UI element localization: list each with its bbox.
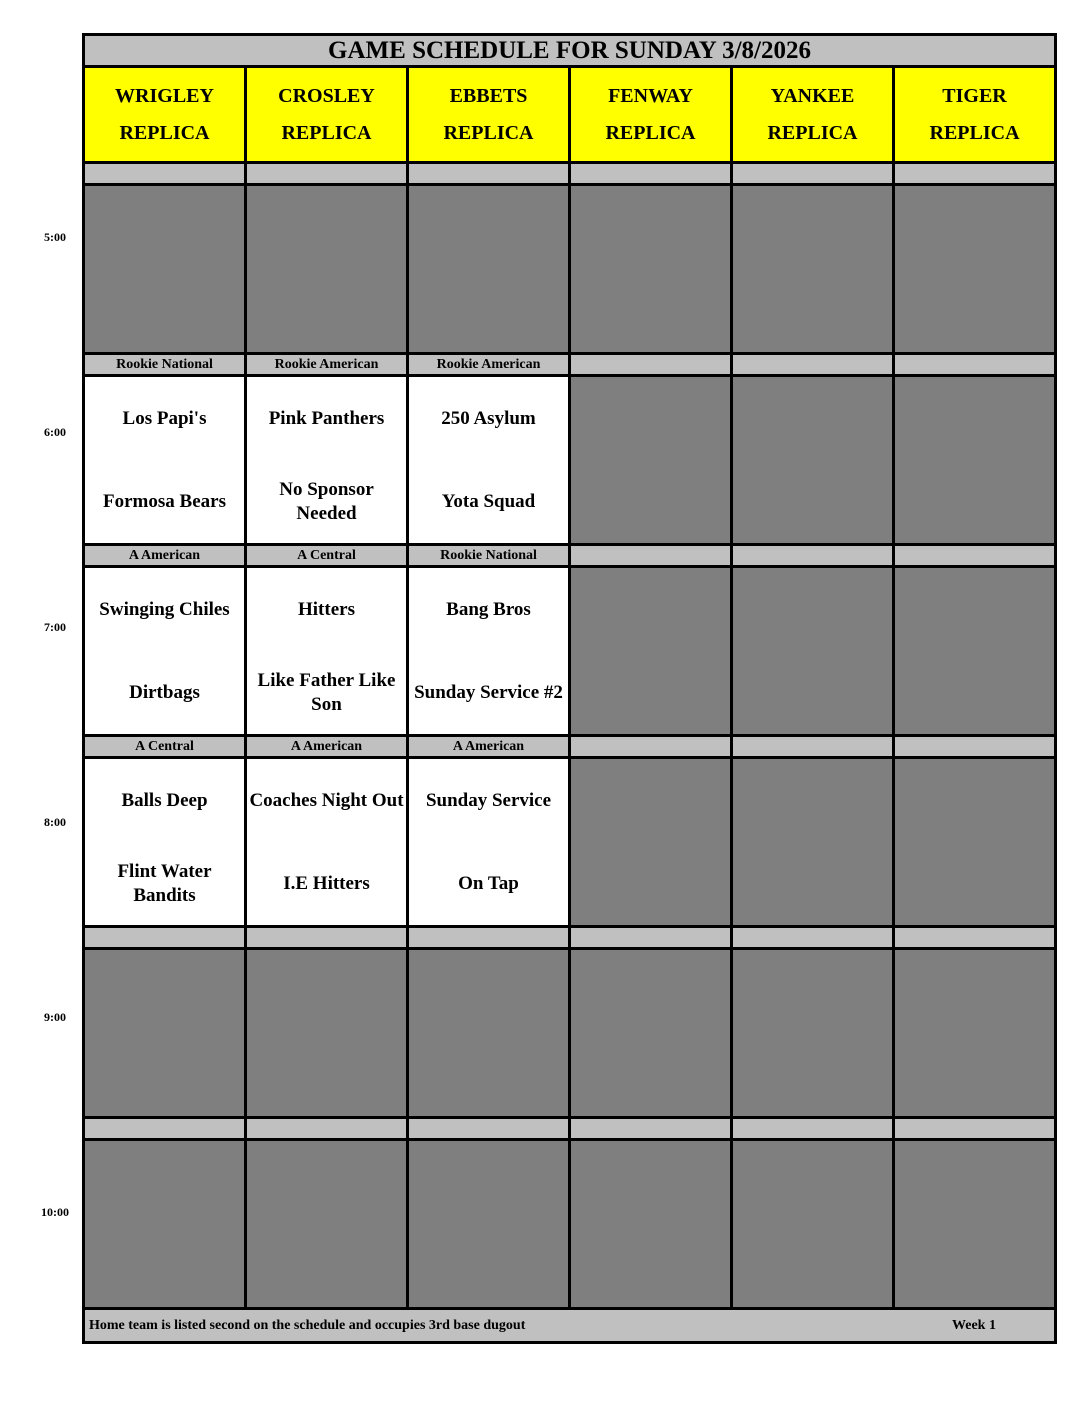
empty-slot: [894, 567, 1056, 736]
division-label: [246, 1118, 408, 1140]
division-row: [84, 354, 1056, 376]
field-name: WRIGLEY: [115, 84, 214, 107]
time-slot-row: [84, 185, 1056, 354]
empty-slot: [732, 185, 894, 354]
time-label: 7:00: [44, 620, 66, 634]
schedule-footer: [84, 1309, 1056, 1343]
empty-slot: [84, 1140, 246, 1309]
division-label: [570, 927, 732, 949]
empty-slot: [570, 949, 732, 1118]
division-label: [894, 736, 1056, 758]
empty-slot: [570, 376, 732, 545]
division-label: [84, 927, 246, 949]
division-label: [732, 163, 894, 185]
time-label: 10:00: [41, 1205, 69, 1219]
home-team: No Sponsor Needed: [279, 478, 374, 524]
empty-slot: [570, 185, 732, 354]
schedule-table: [82, 33, 1057, 1344]
division-label: [84, 163, 246, 185]
time-slot-row: [84, 758, 1056, 927]
division-label: [570, 545, 732, 567]
division-label: [246, 927, 408, 949]
field-name: YANKEE: [770, 84, 855, 107]
division-label: [84, 1118, 246, 1140]
division-label: [570, 354, 732, 376]
empty-slot: [732, 1140, 894, 1309]
field-name: FENWAY: [608, 84, 693, 107]
away-team: Coaches Night Out: [249, 789, 404, 811]
away-team: Los Papi's: [122, 407, 207, 429]
game-cell: [246, 758, 408, 927]
empty-slot: [732, 567, 894, 736]
division-label: [894, 545, 1056, 567]
game-cell: [84, 376, 246, 545]
division-row: [84, 927, 1056, 949]
home-team: Dirtbags: [129, 681, 200, 703]
division-label: [408, 163, 570, 185]
time-slot-row: [84, 376, 1056, 545]
field-header-ebbets: [408, 67, 570, 163]
field-name: CROSLEY: [278, 84, 375, 107]
division-label: [570, 1118, 732, 1140]
away-team: Swinging Chiles: [99, 598, 230, 620]
division-label: A American: [408, 736, 570, 758]
division-label: [894, 1118, 1056, 1140]
away-team: 250 Asylum: [441, 407, 536, 429]
field-header-crosley: [246, 67, 408, 163]
division-label: [894, 163, 1056, 185]
empty-slot: [570, 758, 732, 927]
empty-slot: [246, 1140, 408, 1309]
time-slot-row: [84, 949, 1056, 1118]
game-cell: [408, 758, 570, 927]
home-team: Like Father Like Son: [257, 669, 396, 715]
time-label: 5:00: [44, 230, 66, 244]
home-team: On Tap: [458, 872, 519, 894]
field-header-tiger: [894, 67, 1056, 163]
division-row: [84, 163, 1056, 185]
division-label: [408, 1118, 570, 1140]
division-label: [732, 545, 894, 567]
field-subtitle: REPLICA: [767, 121, 858, 144]
home-team-note: Home team is listed second on the schedule and occupies 3rd base dugout: [89, 1318, 526, 1333]
away-team: Pink Panthers: [268, 407, 385, 429]
empty-slot: [84, 185, 246, 354]
division-label: [732, 1118, 894, 1140]
division-row: [84, 736, 1056, 758]
away-team: Hitters: [298, 598, 355, 620]
home-team: Sunday Service #2: [414, 681, 563, 703]
empty-slot: [408, 949, 570, 1118]
empty-slot: [408, 1140, 570, 1309]
empty-slot: [246, 949, 408, 1118]
home-team: I.E Hitters: [283, 872, 370, 894]
division-label: [570, 736, 732, 758]
home-team: Flint Water Bandits: [117, 860, 212, 906]
empty-slot: [84, 949, 246, 1118]
division-label: Rookie National: [408, 545, 570, 567]
away-team: Balls Deep: [121, 789, 208, 811]
empty-slot: [732, 376, 894, 545]
empty-slot: [894, 376, 1056, 545]
field-header-wrigley: [84, 67, 246, 163]
empty-slot: [894, 758, 1056, 927]
time-slot-row: [84, 1140, 1056, 1309]
week-label: Week 1: [952, 1318, 996, 1333]
division-label: [732, 927, 894, 949]
home-team: Formosa Bears: [103, 490, 226, 512]
field-header-yankee: [732, 67, 894, 163]
division-label: [570, 163, 732, 185]
schedule-title: GAME SCHEDULE FOR SUNDAY 3/8/2026: [84, 35, 1056, 67]
field-subtitle: REPLICA: [119, 121, 210, 144]
field-subtitle: REPLICA: [443, 121, 534, 144]
empty-slot: [732, 758, 894, 927]
division-label: A American: [246, 736, 408, 758]
division-label: Rookie American: [408, 354, 570, 376]
game-cell: [408, 567, 570, 736]
field-subtitle: REPLICA: [605, 121, 696, 144]
empty-slot: [408, 185, 570, 354]
empty-slot: [570, 1140, 732, 1309]
game-cell: [84, 567, 246, 736]
time-label: 8:00: [44, 815, 66, 829]
game-cell: [246, 567, 408, 736]
division-label: A American: [84, 545, 246, 567]
field-subtitle: REPLICA: [929, 121, 1020, 144]
field-name: TIGER: [942, 84, 1007, 107]
empty-slot: [732, 949, 894, 1118]
division-label: [732, 736, 894, 758]
division-label: A Central: [84, 736, 246, 758]
game-cell: [84, 758, 246, 927]
home-team: Yota Squad: [441, 490, 536, 512]
empty-slot: [894, 949, 1056, 1118]
time-label: 9:00: [44, 1010, 66, 1024]
game-cell: [246, 376, 408, 545]
division-label: Rookie American: [246, 354, 408, 376]
field-header-fenway: [570, 67, 732, 163]
field-subtitle: REPLICA: [281, 121, 372, 144]
empty-slot: [894, 1140, 1056, 1309]
away-team: Sunday Service: [425, 789, 552, 811]
division-row: [84, 1118, 1056, 1140]
division-label: [894, 354, 1056, 376]
division-label: [894, 927, 1056, 949]
division-label: [732, 354, 894, 376]
division-label: Rookie National: [84, 354, 246, 376]
division-label: A Central: [246, 545, 408, 567]
time-label: 6:00: [44, 425, 66, 439]
empty-slot: [246, 185, 408, 354]
division-row: [84, 545, 1056, 567]
away-team: Bang Bros: [446, 598, 531, 620]
game-cell: [408, 376, 570, 545]
field-name: EBBETS: [449, 84, 528, 107]
empty-slot: [570, 567, 732, 736]
empty-slot: [894, 185, 1056, 354]
time-slot-row: [84, 567, 1056, 736]
division-label: [246, 163, 408, 185]
division-label: [408, 927, 570, 949]
